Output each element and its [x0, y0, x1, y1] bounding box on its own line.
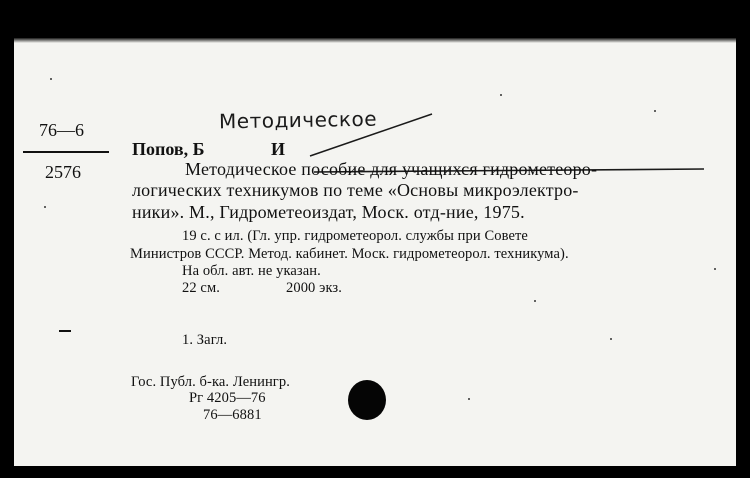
speck: [610, 338, 612, 340]
size-field: 22 см.: [182, 280, 220, 296]
title-line-1: Методическое пособие для учащихся гидрометеоро-: [185, 159, 598, 179]
author-initial: И: [271, 139, 286, 159]
call-number-bottom: 2576: [45, 162, 81, 182]
speck: [534, 300, 536, 302]
title-line-3: ники». М., Гидрометеоиздат, Моск. отд-ние, 1975.: [132, 202, 525, 222]
call-number-top: 76—6: [39, 120, 84, 140]
stray-mark: [59, 330, 71, 332]
handwritten-note: Методическое: [218, 106, 378, 134]
speck: [714, 268, 716, 270]
catalog-card: [14, 38, 736, 466]
library-line-3: 76—6881: [203, 407, 262, 423]
subject-heading: 1. Загл.: [182, 332, 228, 348]
ink-blot: [348, 380, 386, 420]
author-name: Попов, Б: [132, 139, 205, 159]
speck: [500, 94, 502, 96]
library-line-2: Рг 4205—76: [189, 390, 266, 406]
speck: [44, 206, 46, 208]
physical-desc-line-1: 19 с. с ил. (Гл. упр. гидрометеорол. службы при Совете: [182, 228, 528, 244]
library-line-1: Гос. Публ. б-ка. Ленингр.: [131, 374, 290, 390]
physical-desc-line-2: Министров СССР. Метод. кабинет. Моск. гидрометеорол. техникума).: [130, 246, 569, 262]
copies-field: 2000 экз.: [286, 280, 342, 296]
physical-desc-line-3: На обл. авт. не указан.: [182, 263, 321, 279]
speck: [468, 398, 470, 400]
pencil-slash: [310, 114, 432, 156]
speck: [50, 78, 52, 80]
speck: [654, 110, 656, 112]
title-line-2: логических техникумов по теме «Основы микроэлектро-: [132, 180, 579, 200]
